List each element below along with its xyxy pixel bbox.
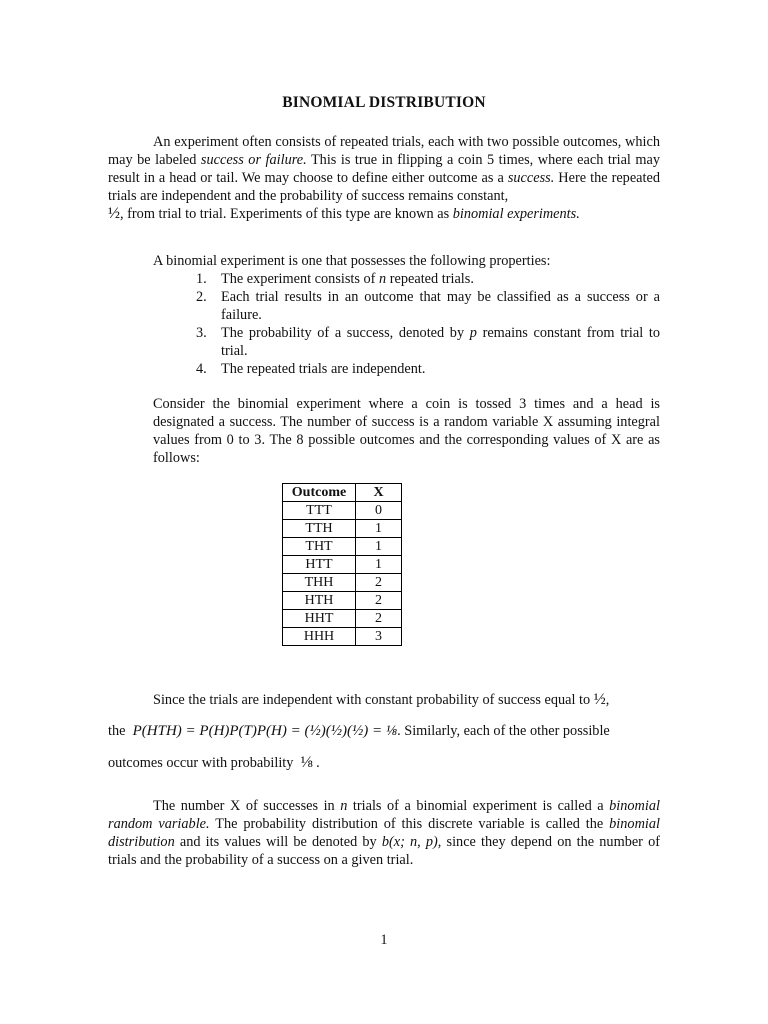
cell-x: 2 (356, 592, 402, 610)
text-run: outcomes occur with probability (108, 755, 294, 771)
text-run: The probability distribution of this discrete variable is called the (209, 816, 610, 832)
table-row (283, 574, 402, 592)
text-run: Each trial results in an outcome that may be classified as a success or a failure. (221, 289, 660, 323)
emphasis: n (379, 271, 387, 287)
table-row (283, 502, 402, 520)
header-outcome: Outcome (283, 484, 356, 502)
text-run: the (108, 723, 126, 739)
properties-list (153, 270, 660, 378)
text-run: repeated trials. (386, 271, 474, 287)
fraction: ½ (108, 205, 120, 222)
text-run: The repeated trials are independent. (221, 361, 426, 377)
properties-intro: A binomial experiment is one that possesses the following properties: (153, 253, 551, 269)
cell-outcome: HTT (283, 556, 356, 574)
table-row (283, 628, 402, 646)
cell-x: 2 (356, 610, 402, 628)
table-row (283, 610, 402, 628)
cell-x: 1 (356, 520, 402, 538)
table-header-row (283, 484, 402, 502)
cell-x: 2 (356, 574, 402, 592)
text-run: , from trial to trial. Experiments of this type are known as (120, 206, 453, 222)
fraction: ⅛ (300, 754, 313, 771)
list-item (153, 270, 660, 288)
text-run: remains constant from trial to trial. (221, 325, 660, 359)
page-title: BINOMIAL DISTRIBUTION (282, 94, 486, 111)
page-number: 1 (380, 932, 388, 948)
cell-x: 3 (356, 628, 402, 646)
list-number: 1. (196, 271, 207, 287)
list-number: 2. (196, 289, 207, 305)
properties-section (153, 252, 660, 378)
fraction: ½ (593, 691, 606, 708)
list-item (153, 360, 660, 378)
outcomes-table (282, 483, 402, 646)
text-run: Here the repeated trials are independent and the probability of success remains constant, (108, 170, 660, 204)
text-run: , since they depend on the number of trials and the probability of a success on a given trial. (108, 834, 661, 868)
table-row (283, 520, 402, 538)
probability-line (108, 754, 660, 772)
emphasis: binomial random variable. (108, 798, 660, 832)
independence-line (108, 691, 660, 709)
text-run: and its values will be denoted by (174, 834, 382, 850)
text-run: The experiment consists of (221, 271, 380, 287)
emphasis: binomial distribution (108, 816, 660, 850)
cell-x: 1 (356, 556, 402, 574)
list-item (153, 324, 660, 360)
cell-x: 1 (356, 538, 402, 556)
cell-outcome: HTH (283, 592, 356, 610)
text-run: . Similarly, each of the other possible (397, 723, 610, 739)
text-run: The number X of successes in (153, 798, 341, 814)
intro-paragraph (108, 133, 660, 223)
cell-x: 0 (356, 502, 402, 520)
table-row (283, 592, 402, 610)
table-row (283, 538, 402, 556)
list-number: 4. (196, 361, 207, 377)
text-run: , (605, 692, 610, 708)
text-run: The probability of a success, denoted by (221, 325, 470, 341)
emphasis: n (340, 798, 348, 814)
coin-example-paragraph: Consider the binomial experiment where a coin is tossed 3 times and a head is designated a success. The number of success is a random variable X assuming integral values from 0 to 3. The 8 possible outcomes and the corresponding values of X are as follows: (153, 396, 660, 466)
binomial-variable-paragraph (108, 797, 660, 869)
emphasis: success. (507, 170, 555, 186)
emphasis: b(x; n, p) (381, 834, 438, 850)
text-run: trials of a binomial experiment is called a (347, 798, 610, 814)
text-run: An experiment often consists of repeated trials, each with two possible outcomes, which may be labeled (108, 134, 660, 168)
cell-outcome: TTH (283, 520, 356, 538)
text-run: Since the trials are independent with constant probability of success equal to (153, 692, 591, 708)
text-run: This is true in flipping a coin 5 times, where each trial may result in a head or tail. We may choose to define either outcome as a (108, 152, 661, 186)
table-row (283, 556, 402, 574)
emphasis: p (469, 325, 477, 341)
cell-outcome: THT (283, 538, 356, 556)
emphasis: success or failure. (200, 152, 307, 168)
cell-outcome: HHT (283, 610, 356, 628)
list-number: 3. (196, 325, 207, 341)
text-run: . (316, 755, 320, 771)
cell-outcome: THH (283, 574, 356, 592)
list-item (153, 288, 660, 324)
cell-outcome: HHH (283, 628, 356, 646)
header-x: X (356, 484, 402, 502)
probability-equation: P(HTH) = P(H)P(T)P(H) = (½)(½)(½) = ⅛ (132, 723, 398, 739)
equation-line (108, 722, 660, 740)
cell-outcome: TTT (283, 502, 356, 520)
emphasis: binomial experiments. (452, 206, 580, 222)
